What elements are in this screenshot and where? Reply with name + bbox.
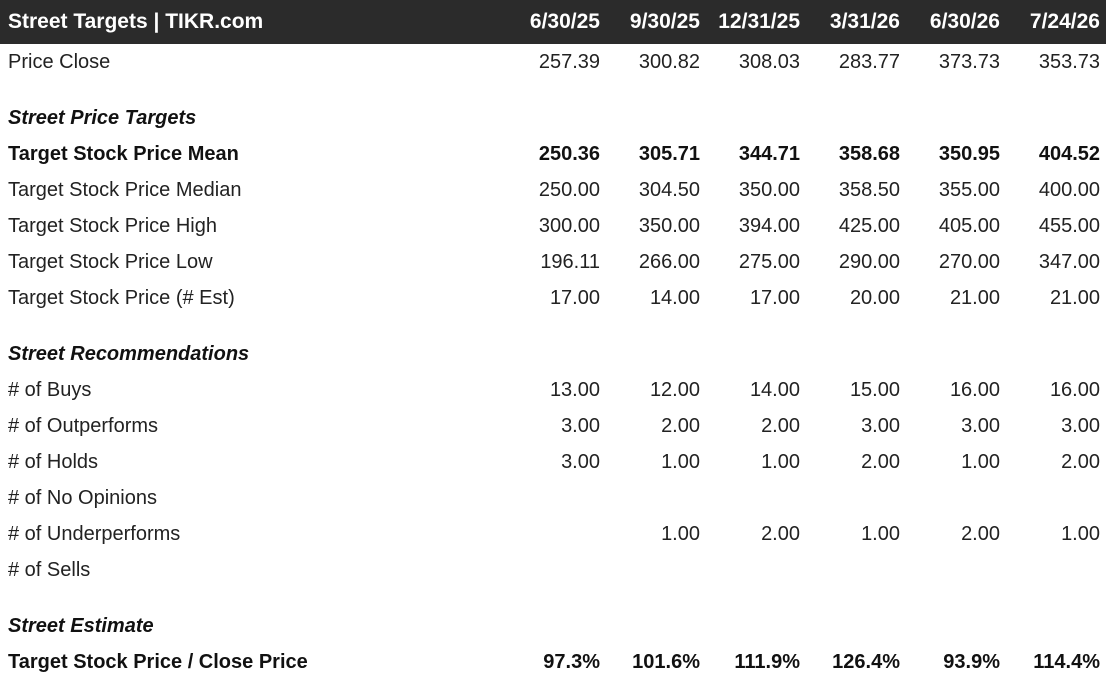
cell-value: 1.00 <box>661 522 700 545</box>
cell-value: 350.00 <box>638 214 700 237</box>
cell-value: 14.00 <box>649 286 700 309</box>
cell-value <box>1006 480 1106 516</box>
cell-value: 97.3% <box>543 650 600 673</box>
row-label[interactable]: # of Holds <box>8 450 99 473</box>
table-row <box>0 172 1106 208</box>
period-header[interactable]: 6/30/26 <box>929 10 1000 33</box>
cell-value: 2.00 <box>761 522 800 545</box>
cell-value: 347.00 <box>1038 250 1100 273</box>
cell-value: 250.00 <box>538 178 600 201</box>
section-title: Street Recommendations <box>8 343 250 365</box>
table-row <box>0 516 1106 552</box>
cell-value: 16.00 <box>949 378 1000 401</box>
row-label[interactable]: Target Stock Price Mean <box>8 142 239 165</box>
period-header[interactable]: 12/31/25 <box>718 10 800 33</box>
row-label[interactable]: # of Sells <box>8 558 91 581</box>
cell-value <box>506 552 606 588</box>
cell-value: 300.00 <box>538 214 600 237</box>
cell-value: 93.9% <box>943 650 1000 673</box>
period-header[interactable]: 3/31/26 <box>829 10 900 33</box>
cell-value: 373.73 <box>938 50 1000 73</box>
cell-value: 425.00 <box>838 214 900 237</box>
row-label[interactable]: # of Underperforms <box>8 522 181 545</box>
cell-value <box>906 480 1006 516</box>
cell-value: 270.00 <box>938 250 1000 273</box>
table-row <box>0 480 1106 516</box>
cell-value: 404.52 <box>1038 142 1100 165</box>
cell-value: 21.00 <box>949 286 1000 309</box>
cell-value: 196.11 <box>540 250 600 273</box>
cell-value: 290.00 <box>838 250 900 273</box>
cell-value: 3.00 <box>561 414 600 437</box>
cell-value <box>506 516 606 552</box>
cell-value: 353.73 <box>1038 50 1100 73</box>
section-header-row <box>0 588 1106 644</box>
cell-value: 394.00 <box>738 214 800 237</box>
cell-value: 305.71 <box>638 142 700 165</box>
cell-value <box>606 552 706 588</box>
cell-value: 275.00 <box>738 250 800 273</box>
section-header-row <box>0 316 1106 372</box>
cell-value: 1.00 <box>861 522 900 545</box>
cell-value: 17.00 <box>749 286 800 309</box>
cell-value: 300.82 <box>638 50 700 73</box>
cell-value: 16.00 <box>1049 378 1100 401</box>
cell-value <box>1006 552 1106 588</box>
cell-value: 15.00 <box>849 378 900 401</box>
cell-value <box>606 480 706 516</box>
table-row <box>0 408 1106 444</box>
cell-value: 3.00 <box>1061 414 1100 437</box>
table-title: Street Targets | TIKR.com <box>8 10 264 33</box>
table-row <box>0 208 1106 244</box>
cell-value: 350.00 <box>738 178 800 201</box>
period-header[interactable]: 9/30/25 <box>629 10 700 33</box>
cell-value: 304.50 <box>638 178 700 201</box>
row-label[interactable]: # of No Opinions <box>8 486 157 509</box>
cell-value: 3.00 <box>561 450 600 473</box>
cell-value: 126.4% <box>832 650 900 673</box>
table-row <box>0 552 1106 588</box>
cell-value: 2.00 <box>661 414 700 437</box>
cell-value: 21.00 <box>1049 286 1100 309</box>
header-row <box>0 0 1106 44</box>
cell-value: 101.6% <box>632 650 700 673</box>
cell-value <box>706 552 806 588</box>
cell-value: 358.50 <box>838 178 900 201</box>
cell-value: 358.68 <box>838 142 900 165</box>
table-row <box>0 644 1106 680</box>
row-label[interactable]: Target Stock Price (# Est) <box>8 286 235 309</box>
row-label[interactable]: Price Close <box>8 50 111 73</box>
row-label[interactable]: Target Stock Price Median <box>8 178 242 201</box>
cell-value <box>506 480 606 516</box>
cell-value: 257.39 <box>538 50 600 73</box>
table-row <box>0 444 1106 480</box>
table-row <box>0 136 1106 172</box>
cell-value: 2.00 <box>861 450 900 473</box>
cell-value: 1.00 <box>961 450 1000 473</box>
table-header <box>0 0 1106 44</box>
cell-value: 400.00 <box>1038 178 1100 201</box>
section-header-row <box>0 80 1106 136</box>
table-row <box>0 280 1106 316</box>
cell-value: 2.00 <box>961 522 1000 545</box>
table-row <box>0 372 1106 408</box>
cell-value: 12.00 <box>649 378 700 401</box>
table-row <box>0 244 1106 280</box>
cell-value: 455.00 <box>1038 214 1100 237</box>
row-label[interactable]: # of Buys <box>8 378 92 401</box>
cell-value: 2.00 <box>761 414 800 437</box>
cell-value: 3.00 <box>861 414 900 437</box>
cell-value: 111.9% <box>734 650 800 673</box>
cell-value: 1.00 <box>661 450 700 473</box>
cell-value: 1.00 <box>1061 522 1100 545</box>
cell-value <box>906 552 1006 588</box>
row-label[interactable]: Target Stock Price Low <box>8 250 213 273</box>
section-title: Street Estimate <box>8 615 154 637</box>
cell-value <box>706 480 806 516</box>
cell-value: 1.00 <box>761 450 800 473</box>
cell-value: 355.00 <box>938 178 1000 201</box>
cell-value: 114.4% <box>1033 650 1100 673</box>
cell-value <box>806 552 906 588</box>
cell-value: 308.03 <box>738 50 800 73</box>
cell-value: 250.36 <box>538 142 600 165</box>
cell-value: 13.00 <box>549 378 600 401</box>
cell-value: 344.71 <box>738 142 800 165</box>
cell-value: 405.00 <box>938 214 1000 237</box>
row-label[interactable]: Target Stock Price / Close Price <box>8 650 308 673</box>
cell-value: 266.00 <box>638 250 700 273</box>
period-header[interactable]: 6/30/25 <box>529 10 600 33</box>
row-label[interactable]: # of Outperforms <box>8 414 159 437</box>
row-label[interactable]: Target Stock Price High <box>8 214 217 237</box>
cell-value: 283.77 <box>838 50 900 73</box>
cell-value: 20.00 <box>849 286 900 309</box>
period-header[interactable]: 7/24/26 <box>1029 10 1100 33</box>
table-body <box>0 44 1106 680</box>
cell-value: 2.00 <box>1061 450 1100 473</box>
cell-value: 14.00 <box>749 378 800 401</box>
section-title: Street Price Targets <box>8 107 197 129</box>
cell-value: 350.95 <box>938 142 1000 165</box>
cell-value <box>806 480 906 516</box>
cell-value: 17.00 <box>549 286 600 309</box>
table-row <box>0 44 1106 80</box>
cell-value: 3.00 <box>961 414 1000 437</box>
